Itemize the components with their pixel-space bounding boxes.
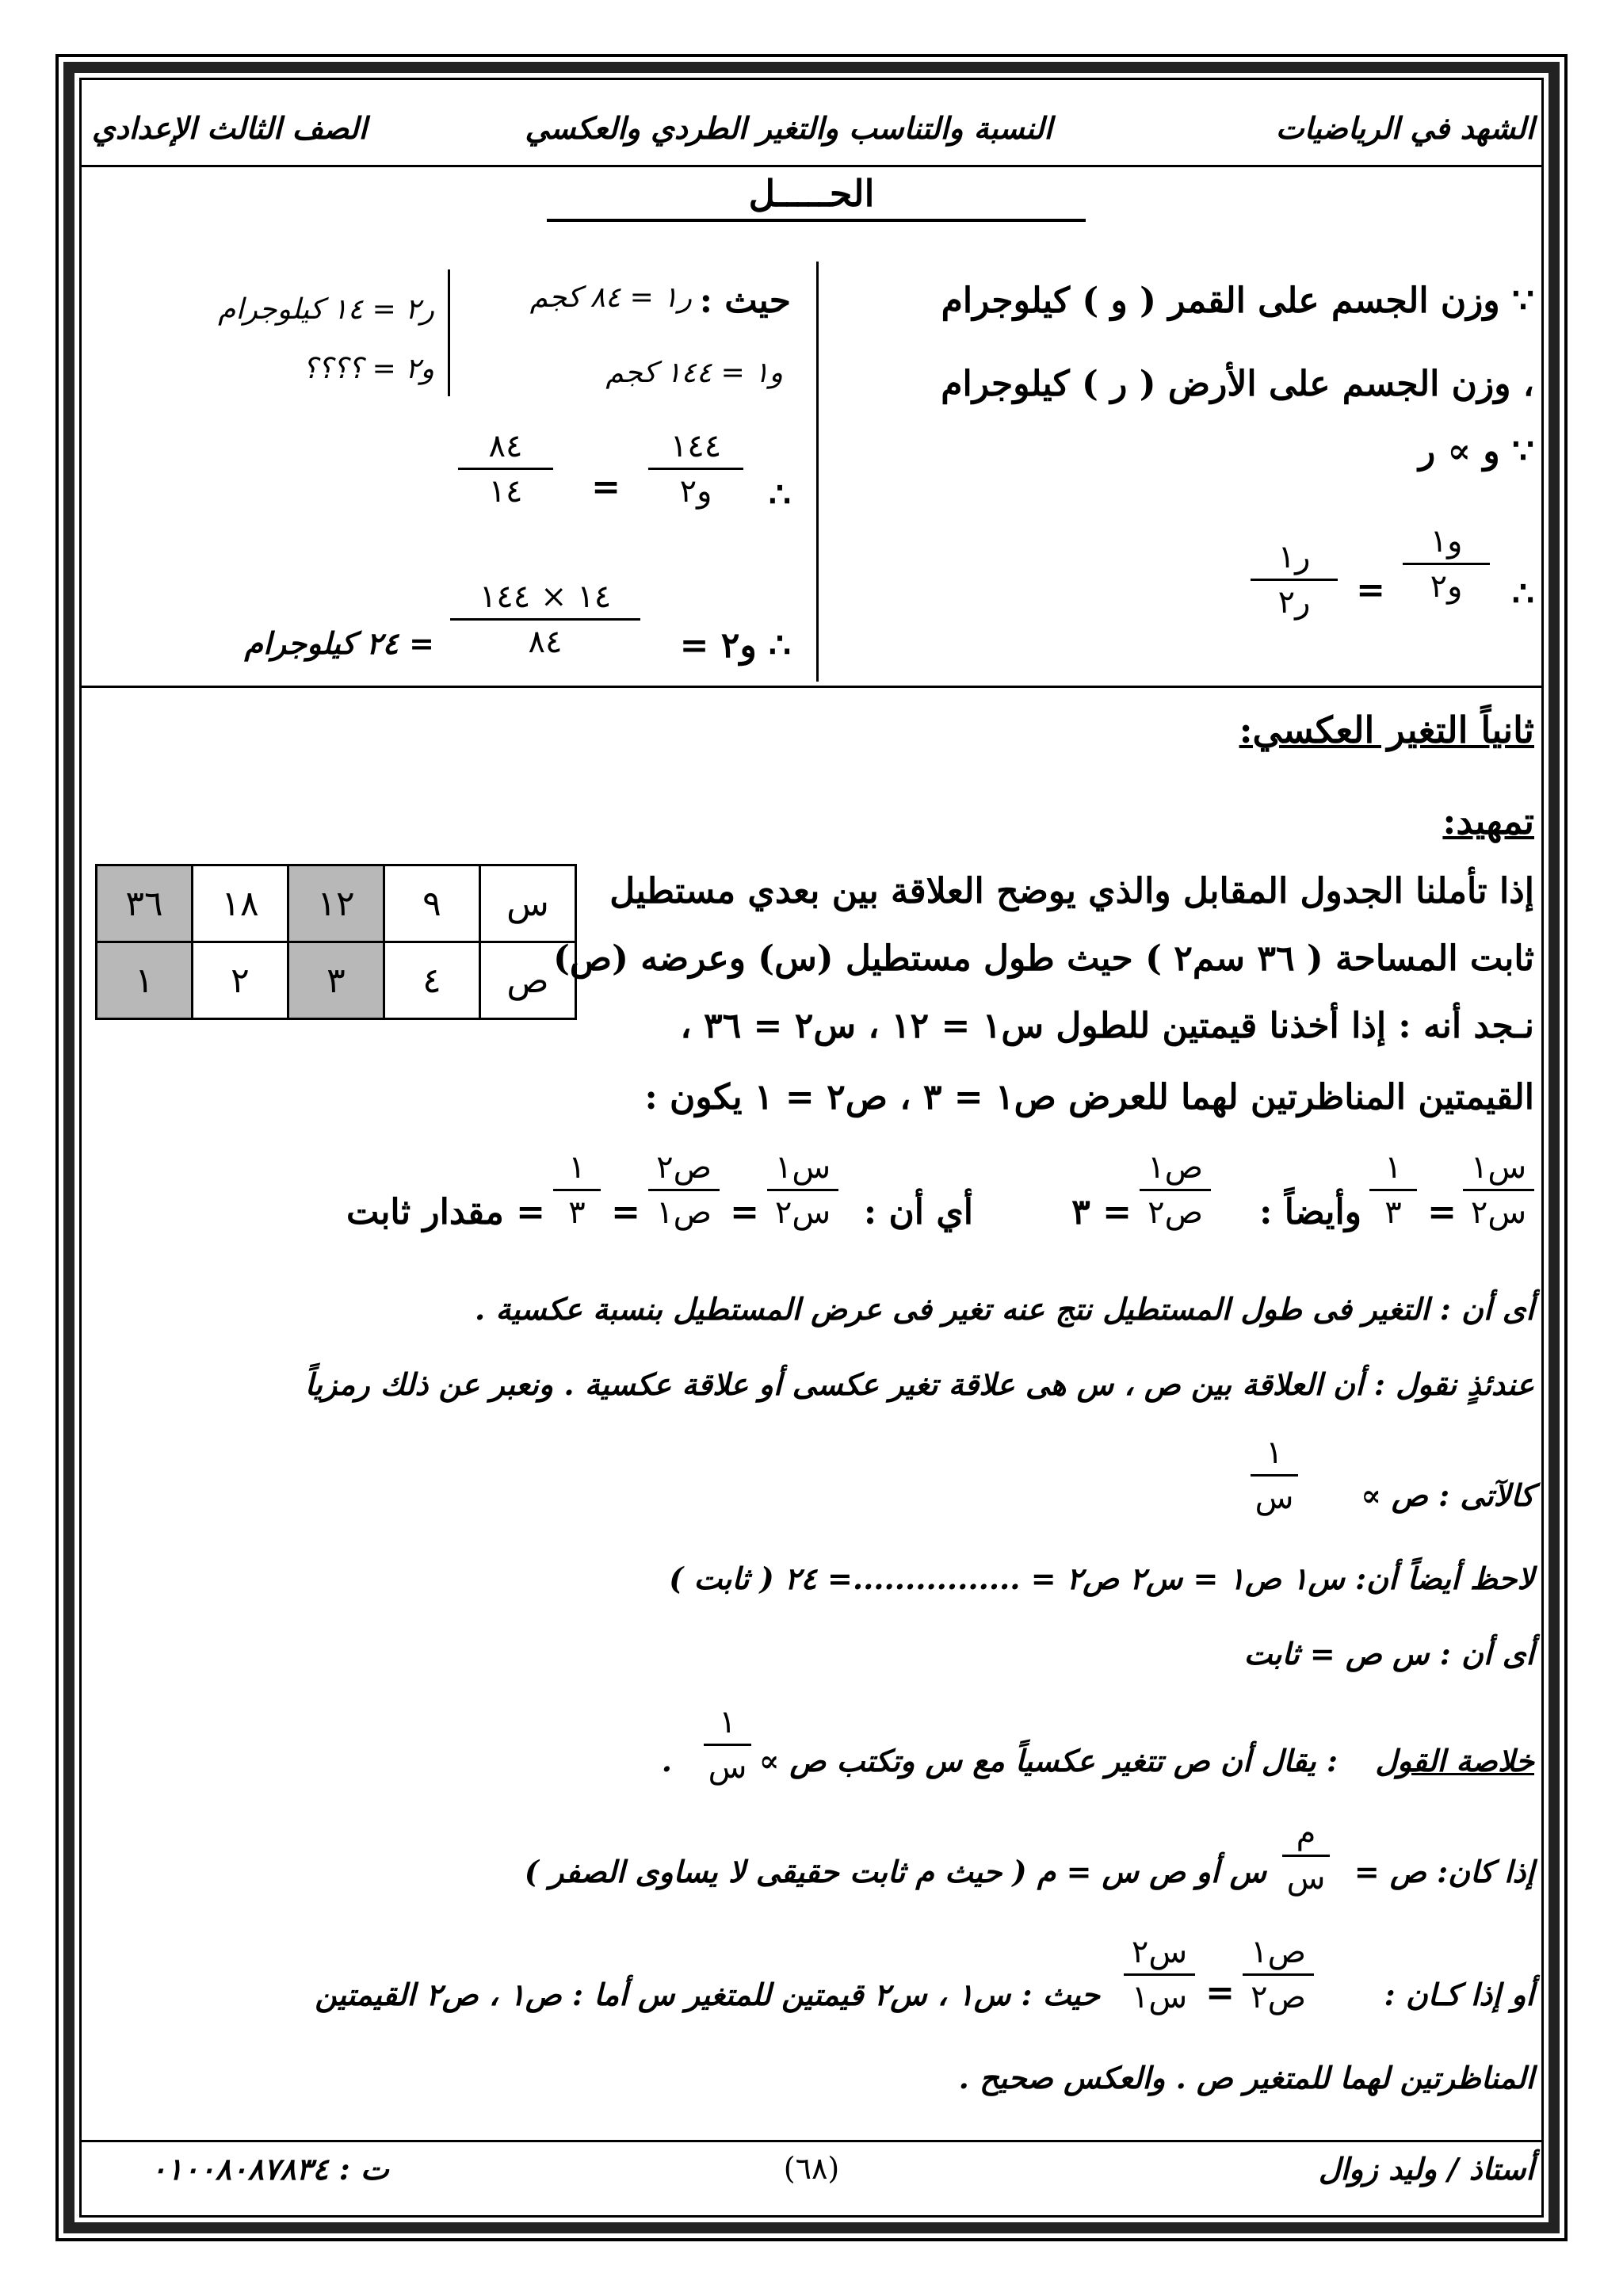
table-row bbox=[97, 865, 576, 942]
final-line: المناظرتين لهما للمتغير ص . والعكس صحيح . bbox=[958, 2060, 1534, 2095]
table-cell: ٩ bbox=[384, 865, 480, 942]
ratio-eq-4: = bbox=[730, 1192, 759, 1232]
para-line-4: القيمتين المناظرتين لهما للعرض ص١ = ٣ ، ص٢ = ١ يكون : bbox=[644, 1077, 1534, 1117]
intro-label: تمهيد: bbox=[1442, 800, 1534, 842]
given-w2: و٢ = ؟؟؟؟ bbox=[302, 353, 434, 385]
solution-title-underline bbox=[547, 219, 1086, 222]
if2-eq: = bbox=[1205, 1973, 1235, 2013]
ratio-also: وأيضاً : bbox=[1259, 1192, 1361, 1232]
solution-column-divider bbox=[816, 262, 819, 682]
header-left: الصف الثالث الإعدادي bbox=[92, 110, 368, 146]
ratio-frac-5: ص٢ ص١ bbox=[648, 1149, 720, 1231]
fraction-84-14: ٨٤ ١٤ bbox=[458, 428, 553, 510]
ratio-i-e: أي أن : bbox=[863, 1192, 973, 1232]
table-row bbox=[97, 942, 576, 1019]
if2-fraction-2: س٢ س١ bbox=[1124, 1934, 1195, 2015]
header-right: الشهد في الرياضيات bbox=[1275, 110, 1534, 146]
if2-prefix: أو إذا كـان : bbox=[1384, 1977, 1534, 2012]
para-line-3: نـجد أنه : إذا أخذنا قيمتين للطول س١ = ١٢ ، س٢ = ٣٦ ، bbox=[680, 1006, 1534, 1046]
equals-sign-2: = bbox=[591, 467, 621, 507]
summary-label: خلاصة القول bbox=[1375, 1743, 1534, 1778]
given-label: حيث : bbox=[699, 281, 791, 321]
if1-post: س أو ص س = م ( حيث م ثابت حقيقى لا يساوى الصفر ) bbox=[524, 1854, 1266, 1889]
values-table bbox=[95, 864, 577, 1020]
therefore-symbol-2: ∴ bbox=[769, 475, 791, 515]
page-number: (٦٨) bbox=[783, 2151, 840, 2186]
footer-divider bbox=[82, 2140, 1541, 2142]
fraction-r: ر١ ر٢ bbox=[1251, 539, 1338, 621]
para-line-1: إذا تأملنا الجدول المقابل والذي يوضح العلاقة بين بعدي مستطيل bbox=[609, 871, 1534, 911]
explain-line-4: لاحظ أيضاً أن: س١ ص١ = س٢ ص٢ = ................= ٢٤ ( ثابت ) bbox=[669, 1561, 1534, 1596]
if2-post: حيث : س١ ، س٢ قيمتين للمتغير س أما : ص١ ، ص٢ القيمتين bbox=[315, 1977, 1100, 2012]
solution-line-2: ، وزن الجسم على الأرض ( ر ) كيلوجرام bbox=[941, 364, 1534, 404]
fraction-144-w2: ١٤٤ و٢ bbox=[648, 428, 743, 510]
table-cell: ١٨ bbox=[193, 865, 288, 942]
footer-phone: ت : ٠١٠٠٨٠٨٧٨٣٤ bbox=[151, 2151, 389, 2187]
explain-line-5: أى أن : س ص = ثابت bbox=[1243, 1636, 1534, 1671]
table-cell: ص bbox=[480, 942, 576, 1019]
header-divider bbox=[82, 165, 1541, 167]
solution-title: الحـــــل bbox=[748, 172, 875, 215]
para-line-2: ثابت المساحة ( ٣٦ سم٢ ) حيث طول مستطيل (س) وعرضه (ص) bbox=[553, 938, 1534, 979]
section-title: ثانياً التغير العكسي: bbox=[1239, 709, 1534, 751]
footer-teacher: أستاذ / وليد زوال bbox=[1318, 2151, 1534, 2187]
equals-sign: = bbox=[1356, 570, 1385, 610]
ratio-eq-5: = bbox=[611, 1192, 640, 1232]
summary-end: . bbox=[661, 1743, 672, 1778]
ratio-constant: = مقدار ثابت bbox=[346, 1192, 545, 1232]
fraction-product: ١٤ × ١٤٤ ٨٤ bbox=[450, 579, 640, 660]
section-divider bbox=[82, 686, 1541, 688]
ratio-frac-3: ص١ ص٢ bbox=[1140, 1149, 1211, 1231]
table-cell: ٣ bbox=[288, 942, 384, 1019]
solution-line-3: ∵ و ∝ ر bbox=[1418, 431, 1534, 472]
solution-line-1: ∵ وزن الجسم على القمر ( و ) كيلوجرام bbox=[941, 281, 1534, 321]
given-divider bbox=[448, 269, 450, 396]
w2-result: = ٢٤ كيلوجرام bbox=[244, 625, 434, 661]
ratio-eq-1: = bbox=[1427, 1192, 1457, 1232]
table-cell: ٢ bbox=[193, 942, 288, 1019]
summary-text: : يقال أن ص تتغير عكسياً مع س وتكتب ص ∝ bbox=[758, 1743, 1338, 1778]
if1-fraction: م س bbox=[1282, 1815, 1330, 1897]
fraction-w: و١ و٢ bbox=[1403, 523, 1490, 605]
ratio-frac-6: ١ ٣ bbox=[553, 1149, 601, 1231]
explain-line-2: عندئذٍ نقول : أن العلاقة بين ص ، س هى علاقة تغير عكسى أو علاقة عكسية . ونعبر عن ذلك رمزياً bbox=[304, 1366, 1534, 1402]
explain-line-1: أى أن : التغير فى طول المستطيل نتج عنه تغير فى عرض المستطيل بنسبة عكسية . bbox=[475, 1291, 1534, 1327]
table-cell: ٣٦ bbox=[97, 865, 193, 942]
if1-prefix: إذا كان: ص = bbox=[1354, 1854, 1534, 1889]
table-cell: ٤ bbox=[384, 942, 480, 1019]
header-center: النسبة والتناسب والتغير الطردي والعكسي bbox=[525, 110, 1052, 146]
if2-fraction-1: ص١ ص٢ bbox=[1243, 1934, 1314, 2015]
ratio-frac-4: س١ س٢ bbox=[767, 1149, 838, 1231]
given-w1: و١ = ١٤٤ كجم bbox=[605, 357, 783, 389]
given-r1: ر١ = ٨٤ كجم bbox=[529, 281, 692, 314]
ratio-frac-2: ١ ٣ bbox=[1369, 1149, 1417, 1231]
explain-line-3: كالآتى : ص ∝ bbox=[1361, 1477, 1534, 1513]
table-cell: س bbox=[480, 865, 576, 942]
summary-fraction: ١ س bbox=[704, 1704, 751, 1786]
table-cell: ١ bbox=[97, 942, 193, 1019]
w2-equation-prefix: ∴ و٢ = bbox=[679, 625, 791, 666]
table-cell: ١٢ bbox=[288, 865, 384, 942]
ratio-eq-3: = ٣ bbox=[1071, 1192, 1132, 1232]
inverse-fraction: ١ س bbox=[1251, 1435, 1298, 1516]
ratio-frac-1: س١ س٢ bbox=[1463, 1149, 1534, 1231]
given-r2: ر٢ = ١٤ كيلوجرام bbox=[218, 293, 434, 326]
therefore-symbol: ∴ bbox=[1512, 574, 1534, 614]
